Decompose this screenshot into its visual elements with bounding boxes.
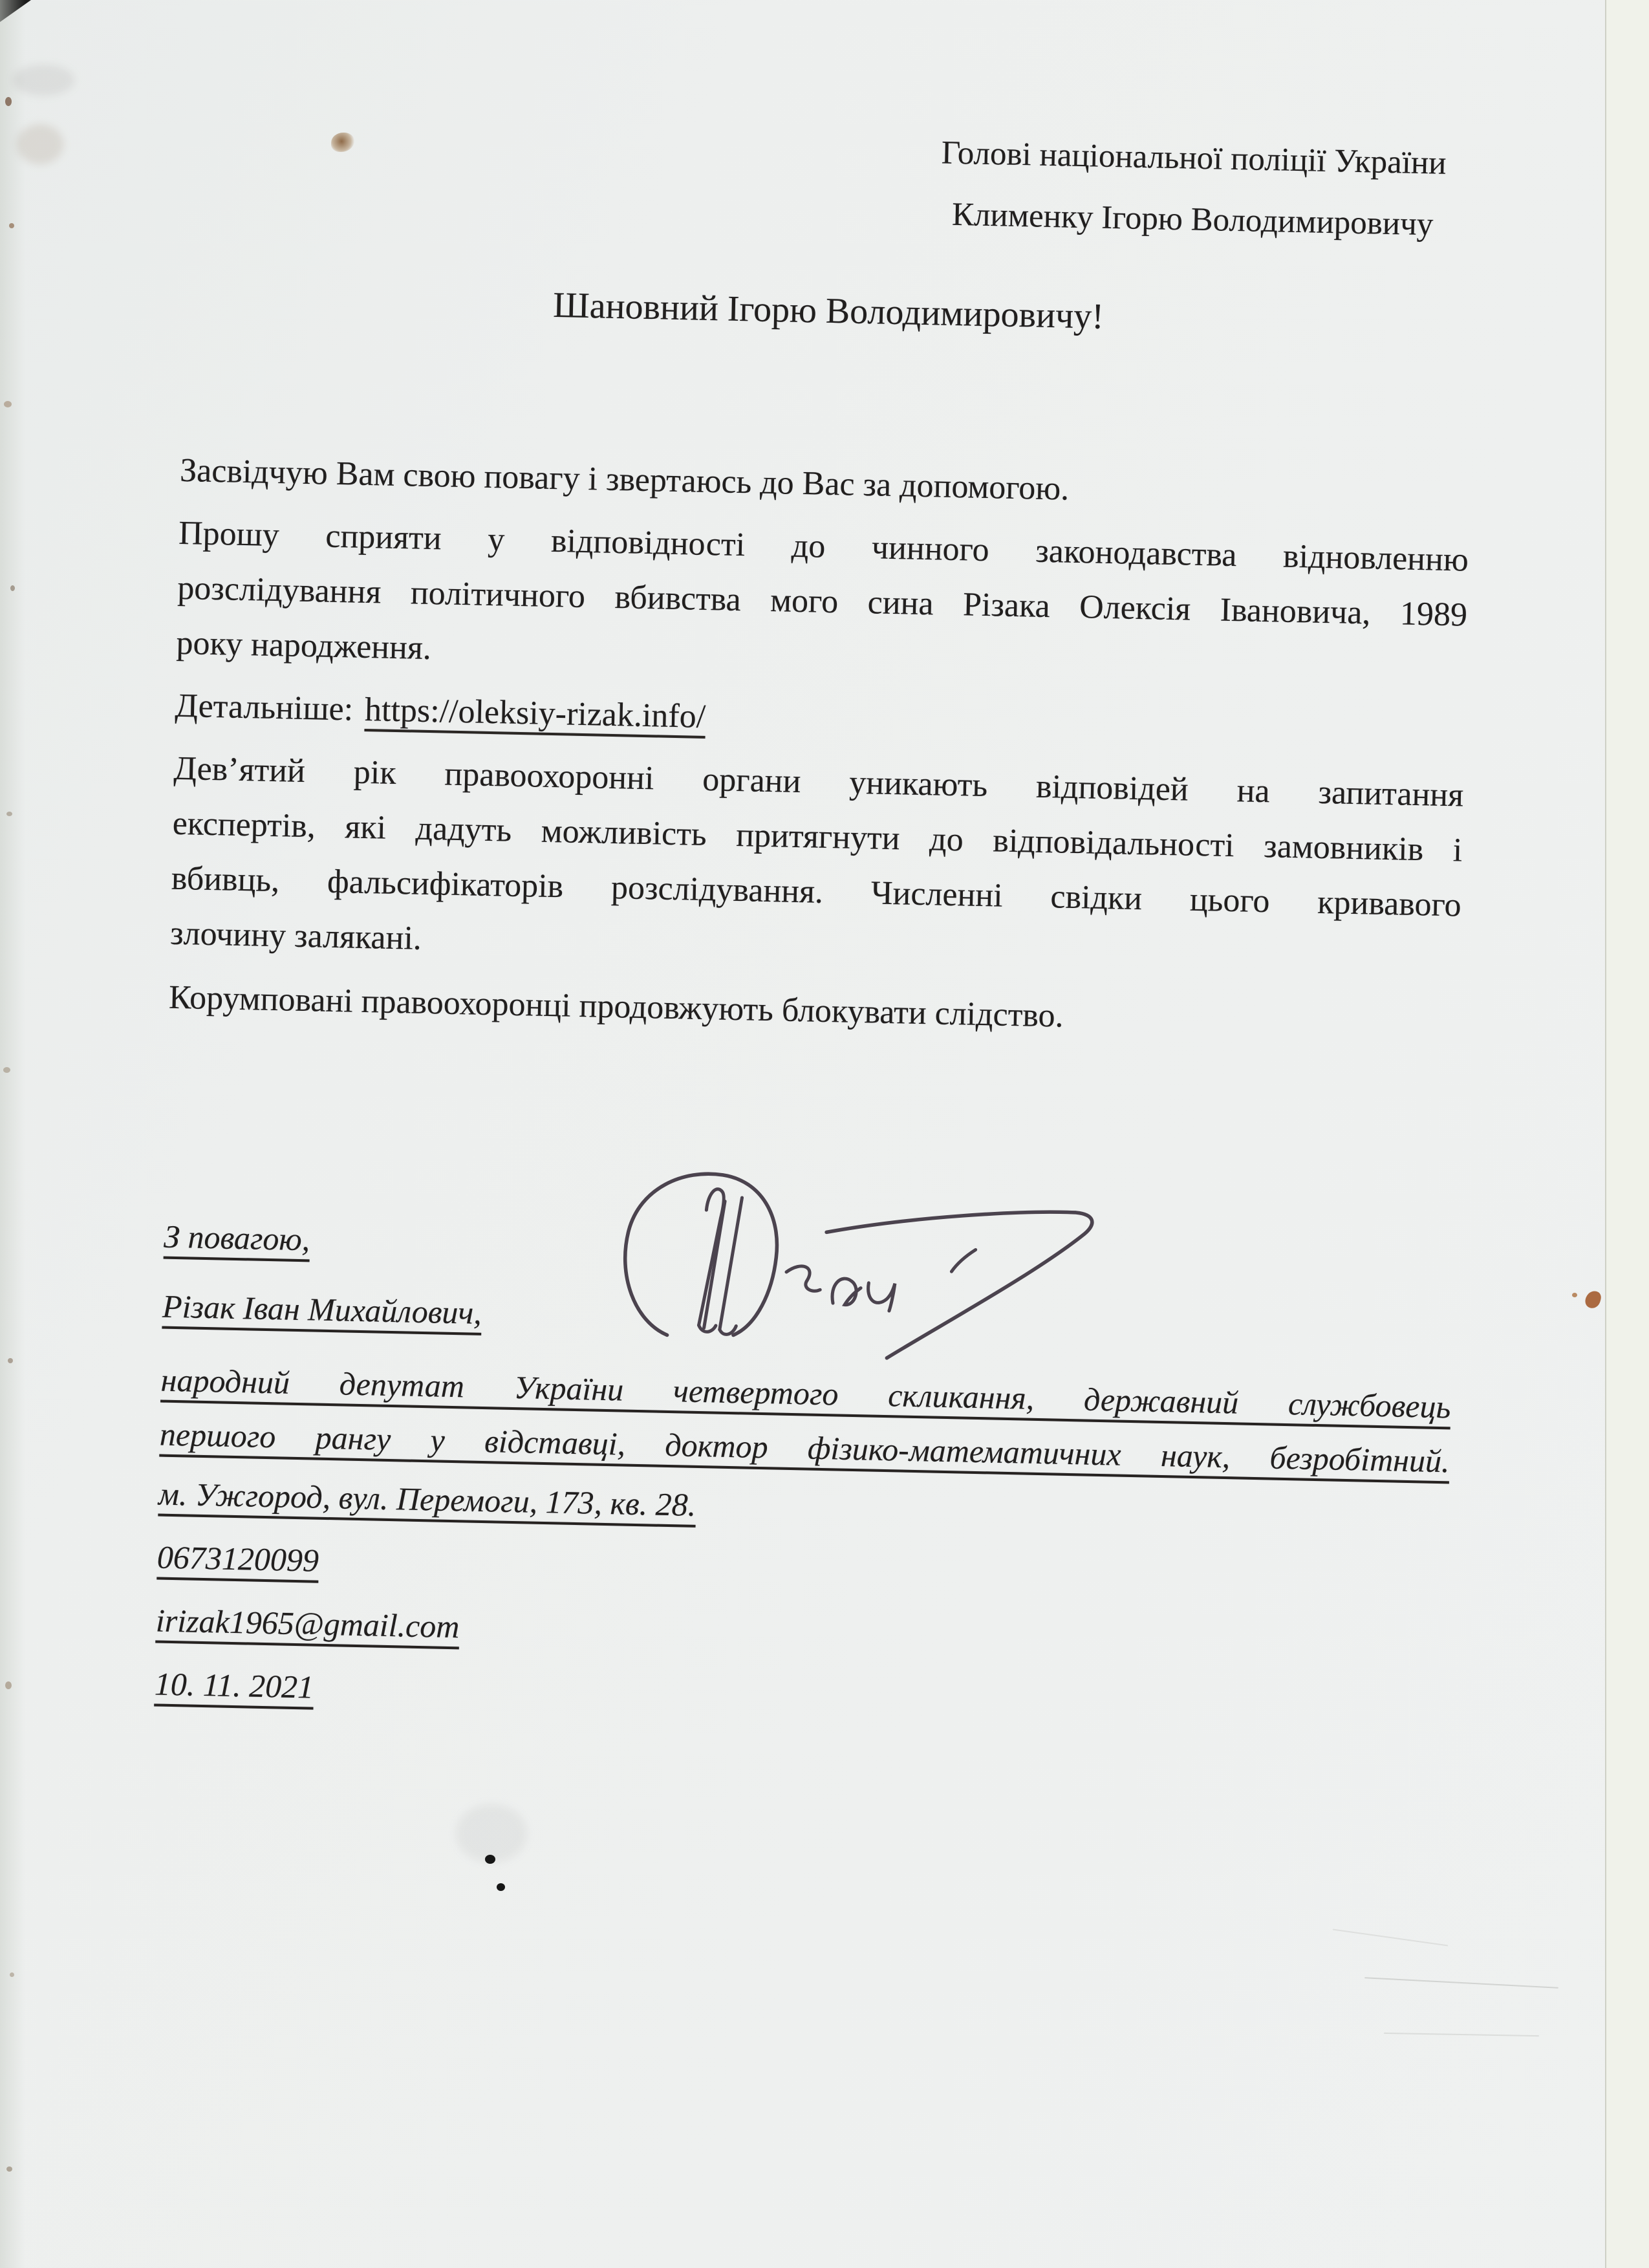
scan-smudge [13, 65, 74, 96]
paragraph-request [176, 506, 1469, 698]
scan-speck [5, 97, 12, 106]
ink-dot [497, 1883, 505, 1891]
closing-date: 10. 11. 2021 [154, 1665, 314, 1705]
link-url: https://oleksiy-rizak.info/ [364, 691, 706, 735]
paragraph-ninth-year [169, 741, 1464, 988]
link-label: Детальніше: [175, 687, 354, 728]
closing-regards: З повагою, [163, 1218, 310, 1258]
paragraph-line: злочину залякані. [169, 914, 422, 957]
ink-dot [485, 1855, 495, 1864]
scan-speck [5, 1681, 12, 1689]
scan-smudge [456, 1804, 527, 1863]
closing-phone: 0673120099 [156, 1539, 319, 1579]
recipient-block [900, 122, 1487, 257]
paragraph-line: Прошу сприяти у відповідності до чинного законодавства відновленню [178, 514, 1469, 579]
closing-address: м. Ужгород, вул. Перемоги, 173, кв. 28. [158, 1475, 696, 1523]
paragraph-respect: Засвідчую Вам свою повагу і звертаюсь до Вас за допомогою. [179, 451, 1070, 508]
paper-left-edge [0, 0, 30, 2268]
credentials-line: народний депутат України четвертого скликання, державний службовець [160, 1361, 1451, 1425]
scan-smudge [17, 124, 63, 164]
scan-speck [9, 223, 14, 228]
recipient-line-2: Клименку Ігорю Володимировичу [951, 196, 1434, 243]
paragraph-corrupt: Корумповані правоохоронці продовжують блокувати слідство. [168, 978, 1064, 1035]
credentials-line: першого рангу у відставці, доктор фізико-математичних наук, безробітний. [159, 1416, 1450, 1480]
recipient-line-1: Голові національної поліції України [941, 135, 1447, 182]
paragraph-line: розслідування політичного вбивства мого сина Різака Олексія Івановича, 1989 [177, 569, 1468, 634]
paragraph-line: року народження. [176, 624, 432, 667]
scan-speck [10, 585, 15, 591]
handwritten-signature [607, 1165, 1108, 1369]
scan-speck [4, 401, 12, 407]
scan-speck [6, 812, 12, 816]
scan-speck [6, 2166, 12, 2172]
paragraph-line: експертів, які дадуть можливість притягнути до відповідальності замовників і [172, 805, 1463, 869]
closing-name: Різак Іван Михайлович, [162, 1288, 482, 1331]
closing-credentials [159, 1353, 1451, 1489]
paragraph-line: вбивць, фальсифікаторів розслідування. Численні свідки цього кривавого [171, 859, 1462, 924]
scan-scratch [1384, 2033, 1539, 2036]
paper-stain [1572, 1293, 1577, 1297]
paper-stain [1584, 1290, 1602, 1310]
scan-speck [8, 1358, 13, 1363]
letter-content [154, 107, 1478, 1738]
scan-scratch [1333, 1928, 1449, 1946]
scan-speck [3, 1067, 10, 1073]
scan-scratch [1364, 1977, 1558, 1989]
paper-right-edge [1605, 0, 1649, 2268]
paragraph-line: Дев’ятий рік правоохоронні органи уникають відповідей на запитання [173, 750, 1464, 814]
closing-email: irizak1965@gmail.com [155, 1602, 460, 1645]
salutation: Шановний Ігорю Володимировичу! [552, 285, 1105, 337]
scan-speck [10, 1972, 14, 1977]
